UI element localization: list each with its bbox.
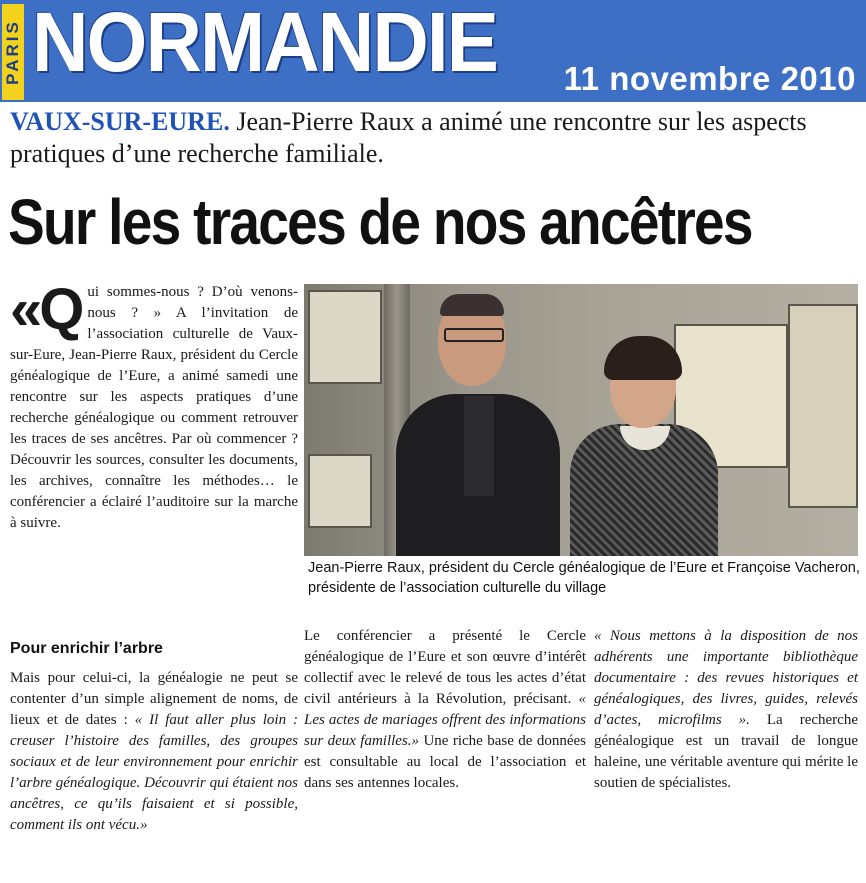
kicker (10, 106, 860, 170)
kicker-place: VAUX-SUR-EURE. (10, 107, 230, 136)
p3-quote: « Nous mettons à la disposition de nos adhérents une importante bibliothèque documentaire : des revues historiques et généalogiques, des livres, guides, relevés d’actes, microfilms ». (594, 628, 858, 728)
glasses-icon (444, 328, 504, 342)
wall-poster (308, 290, 382, 384)
dropcap: «Q (10, 277, 82, 342)
newspaper-logo: NORMANDIE (32, 0, 497, 89)
intro-text: ui sommes-nous ? D’où venons-nous ? » A l’invitation de l’association culturelle de Vaux-sur-Eure, Jean-Pierre Raux, président du Cercle généalogique de l’Eure, a animé samedi une rencontre sur les aspects pratiques d’une recherche généalogique ou comment retrouver les traces de ses ancêtres. Par où commencer ? Découvrir les sources, consulter les documents, les archives, connaître les méthodes… le conférencier a éclairé l’auditoire sur la marche à suivre. (10, 284, 298, 531)
kicker-text: Jean-Pierre Raux a animé une rencontre sur les aspects pratiques d’une recherche familiale. (10, 107, 807, 168)
person-shirt (464, 396, 494, 496)
city-label: PARIS (3, 19, 22, 85)
p2-end: Une riche base de données est consultable au local de l’association et dans ses antennes locales. (304, 733, 586, 791)
photo-caption: Jean-Pierre Raux, président du Cercle généalogique de l’Eure et Françoise Vacheron, présidente de l’association culturelle du village (308, 560, 860, 596)
wall-poster (308, 454, 372, 528)
genealogy-panel (788, 304, 858, 508)
masthead (0, 0, 866, 102)
p2-start: Mais pour celui-ci, la généalogie ne peut se contenter d’un simple alignement de noms, de lieux et de dates : (10, 670, 298, 728)
p2-quote2: « Les actes de mariages offrent des informations sur deux familles.» (304, 691, 586, 749)
article-subhead: Pour enrichir l’arbre (10, 640, 163, 657)
p3-end: La recherche généalogique est un travail de longue haleine, une véritable aventure qui mérite le soutien de spécialistes. (594, 712, 858, 791)
article-body-col1 (10, 668, 298, 836)
article-headline: Sur les traces de nos ancêtres (8, 186, 752, 258)
p2-quote: « Il faut aller plus loin : creuser l’histoire des familles, des groupes sociaux et de leur environnement pour enrichir l’arbre généalogique. Découvrir qui étaient nos ancêtres, ce qu’ils faisaient et si possible, comment ils ont vécu.» (10, 712, 299, 833)
article-body-col3 (594, 626, 858, 794)
p2-cont: Le conférencier a présenté le Cercle généalogique de l’Eure et son œuvre d’intérêt collectif avec le relevé de tous les actes d’état civil antérieurs à la Révolution, précisant. (304, 628, 586, 707)
person-hair (440, 294, 504, 316)
article-intro (10, 277, 298, 534)
article-body-col2 (304, 626, 586, 794)
city-badge (2, 4, 24, 100)
publication-date: 11 novembre 2010 (563, 60, 856, 97)
article-photo (304, 284, 858, 556)
